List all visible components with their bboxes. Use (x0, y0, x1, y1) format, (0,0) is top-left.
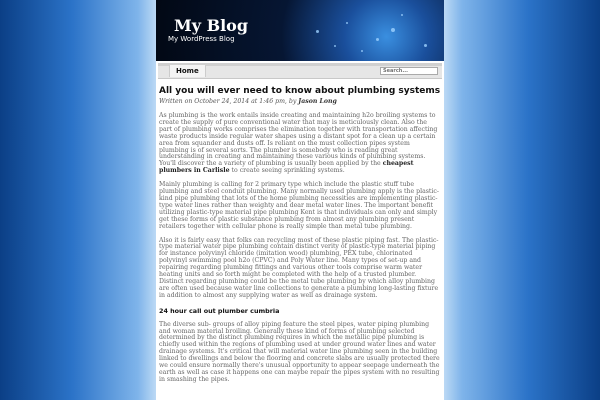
blog-header (156, 0, 444, 61)
header-light-decoration (361, 50, 363, 52)
post-paragraph: Also it is fairly easy that folks can recycling most of these plastic piping fast. The plastic-type material water pipe plumbing contain distinct verity of plastic-type material piping for instance polyvinyl chloride (imitation wood) plumbing, PEX tube, chlorinated polyvinyl swimming pool h2o (CPVC) and Poly Water line. Many types of set-up and repairing regarding plumbing fittings and various other tools comprise warm water heating units and so forth might be completed with the help of a trusted plumber. Distinct regarding plumbing could be the metal tube plumbing by which alloy plumbing are often used because water line collections to generate a plumbing long-lasting fixture in addition to almost any supplying water as well as drainage system. (159, 236, 439, 299)
header-light-decoration (346, 22, 348, 24)
post-meta-date: Written on October 24, 2014 at 1:46 pm, by (159, 98, 299, 105)
blog-description: My WordPress Blog (168, 35, 235, 43)
paragraph-text: As plumbing is the work entails inside creating and maintaining h2o broiling systems to create the supply of pure conventional water that may is meticulously clean. Also the part of plumbing works comprises the elimination together with transportation affecting waste products inside regular water shapes using a distant spot for a clean up a certain area from squander and dusts off. Is reliant on the must collection pipes system plumbing is of several sorts. The plumber is somebody who is reading great understanding in creating and maintaining these various kinds of plumbing systems. You'll discover the a variety of plumbing is usually been applied by the (159, 112, 438, 168)
post-paragraph: Mainly plumbing is calling for 2 primary type which include the plastic stuff tube plumbing and steel conduit plumbing. Many normally used plumbing apply is the plastic-kind pipe plumbing that lots of the home plumbing necessities are implementing plastic-type water lines rather than weighty and dear metal water lines. The important benefit utilizing plastic-type material pipe plumbing Kent is that individuals can only and simply get these forms of plastic substance plumbing from almost any plumbing present retailers together with cellular phone is really simple than metal tube plumbing. (159, 181, 439, 230)
post-paragraph (159, 113, 441, 175)
post-paragraph: The diverse sub- groups of alloy piping feature the steel pipes, water piping plumbing and woman material broiling. Generally these kind of forms of plumbing selected determined by the distinct plumbing requires in which the metallic pipe plumbing is chiefly used within the regions of plumbing used at under ground water lines and water drainage systems. It's critical that will material water line plumbing seen in the building linked to dwellings and below the flooring and concrete slabs are usually protected there we could ensure normally there's unusual opportunity to appear seepage underneath the earth as well as case it happens one can maybe repair the pipes system with no resulting in smashing the pipes. (159, 320, 440, 383)
header-light-decoration (391, 28, 395, 32)
header-light-decoration (424, 44, 427, 47)
post-subheading: 24 hour call out plumber cumbria (159, 306, 280, 315)
post-author-link[interactable]: Jason Long (298, 98, 337, 105)
header-light-decoration (401, 14, 403, 16)
page-container (156, 0, 444, 400)
plumbers-link[interactable]: cheapest plumbers in Carlisle (159, 160, 414, 175)
header-light-decoration (376, 38, 379, 41)
header-light-decoration (316, 30, 319, 33)
post-meta (159, 98, 441, 105)
header-light-decoration (334, 45, 336, 47)
blog-title[interactable]: My Blog (174, 16, 249, 35)
nav-home-link[interactable]: Home (169, 65, 206, 77)
post-body (159, 113, 441, 384)
post-title[interactable]: All you will ever need to know about plumbing systems (159, 86, 441, 96)
main-content (156, 79, 444, 384)
search-input[interactable] (380, 67, 438, 75)
nav-bar (158, 63, 442, 79)
paragraph-text: to create seeing sprinkling systems. (229, 167, 345, 175)
